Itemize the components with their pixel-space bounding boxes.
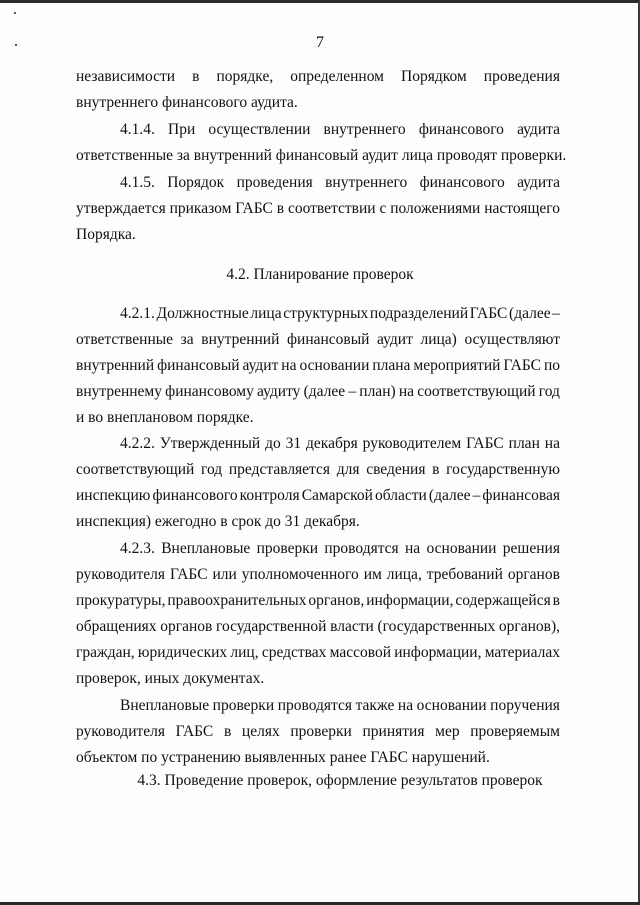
word: ГАБС: [235, 200, 273, 217]
word: ГАБС: [175, 723, 214, 740]
justified-line: [76, 562, 560, 588]
word: информации,: [366, 592, 454, 609]
word: руководителем: [362, 435, 462, 452]
word: правоохранительных: [167, 592, 307, 609]
justified-line: [76, 327, 560, 353]
word: проверки: [256, 540, 319, 557]
word: финансового: [418, 121, 504, 138]
word: финансовый: [157, 357, 240, 374]
word: (государственных: [377, 618, 496, 635]
word: контроля: [239, 487, 300, 504]
word: органов),: [498, 618, 560, 635]
word: При: [168, 121, 196, 138]
word: лица): [420, 331, 457, 348]
justified-line: [76, 640, 560, 666]
justified-line: [76, 483, 560, 509]
word: в: [192, 68, 200, 85]
word: также: [355, 697, 395, 714]
word: проводятся: [324, 540, 399, 557]
word: аудита: [517, 121, 560, 138]
word: на: [398, 383, 415, 400]
paragraph-last-line: внутреннего финансового аудита.: [76, 94, 298, 111]
word: план: [508, 435, 540, 452]
word: информации,: [394, 644, 482, 661]
word: соответствующий: [417, 383, 536, 400]
section-heading-4-2: 4.2. Планирование проверок: [226, 266, 414, 283]
word: проводятся: [277, 697, 353, 714]
paragraph-4-1-4: [76, 117, 567, 169]
word: до: [265, 435, 281, 452]
justified-line: [76, 719, 560, 745]
word: на: [281, 357, 297, 374]
word: структурных: [283, 305, 369, 322]
word: решения: [502, 540, 560, 557]
justified-line: [76, 379, 560, 405]
word: –: [472, 487, 481, 504]
word: области: [375, 487, 427, 504]
justified-line: [76, 588, 560, 614]
word: плана: [372, 357, 411, 374]
word: проверяемым: [470, 723, 560, 740]
word: принятия: [362, 723, 425, 740]
justified-line: [76, 431, 560, 457]
word: на: [544, 435, 560, 452]
word: утверждается: [76, 200, 166, 217]
paragraph-last-line: инспекция) ежегодно в срок до 31 декабря.: [76, 513, 360, 530]
paragraph-4-1-5: [76, 170, 560, 248]
word: аудит: [242, 357, 279, 374]
paragraph-last-line: проверок, иных документах.: [76, 670, 265, 687]
word: прокуратуры,: [76, 592, 166, 609]
paragraph-unscheduled-order: [76, 693, 560, 771]
word: поручения: [490, 697, 560, 714]
word: ГАБС: [466, 435, 504, 452]
word: декабря: [306, 435, 358, 452]
word: внутренний: [76, 357, 155, 374]
word: в: [276, 200, 285, 217]
paragraph-last-line: Порядка.: [76, 226, 136, 243]
word: положениями: [390, 200, 481, 217]
word: Внеплановые: [161, 540, 251, 557]
word: для: [336, 461, 360, 478]
justified-line: [76, 614, 560, 640]
word: ГАБС: [169, 566, 208, 583]
justified-line: [76, 353, 560, 379]
justified-line: [76, 536, 560, 562]
word: проверки: [290, 723, 352, 740]
word: год: [538, 383, 560, 400]
word: настоящего: [484, 200, 560, 217]
word: год: [201, 461, 223, 478]
paragraph-4-2-1: [76, 301, 560, 431]
word: финансового: [419, 174, 505, 191]
word: органов: [507, 566, 560, 583]
word: содержащейся: [455, 592, 551, 609]
paragraph-4-2-3: [76, 536, 560, 692]
word: проведения: [236, 174, 313, 191]
word: Порядок: [167, 174, 225, 191]
word: массовой: [329, 644, 391, 661]
word: на: [397, 697, 414, 714]
word: осуществляют: [464, 331, 560, 348]
word: лица,: [386, 566, 422, 583]
word: обращениях: [76, 618, 157, 635]
word: определенном: [290, 68, 384, 85]
word: органов,: [308, 592, 365, 609]
word: мероприятий: [413, 357, 501, 374]
word: основании: [426, 540, 497, 557]
word: независимости: [76, 68, 176, 85]
word: с: [379, 200, 387, 217]
word: –: [348, 383, 357, 400]
paragraph-last-line: и во внеплановом порядке.: [76, 409, 254, 426]
word: 4.2.2.: [120, 435, 155, 452]
justified-line: [76, 457, 560, 483]
word: целях: [241, 723, 280, 740]
word: органов: [160, 618, 213, 635]
paragraph-last-line: ответственные за внутренний финансовый аудит лица проводят проверки.: [76, 147, 567, 164]
word: на: [405, 540, 421, 557]
word: финансового: [152, 487, 238, 504]
word: граждан,: [76, 644, 135, 661]
word: подразделений: [369, 305, 469, 322]
word: –: [552, 305, 560, 322]
justified-line: [76, 117, 560, 143]
word: осуществлении: [208, 121, 311, 138]
word: финансовому: [165, 383, 254, 400]
word: государственной: [215, 618, 327, 635]
word: власти: [330, 618, 374, 635]
word: (далее: [509, 305, 551, 322]
word: внутреннему: [76, 383, 162, 400]
paragraph-4-2-2: [76, 431, 560, 535]
word: аудита: [517, 174, 560, 191]
word: сведения: [366, 461, 426, 478]
word: проведения: [483, 68, 560, 85]
word: требований: [426, 566, 503, 583]
word: соответствии: [287, 200, 376, 217]
word: Порядком: [401, 68, 467, 85]
word: план): [359, 383, 396, 400]
word: проверки: [212, 697, 275, 714]
scan-speck: [14, 12, 16, 14]
word: в: [552, 592, 560, 609]
word: приказом: [169, 200, 232, 217]
word: Должностные: [156, 305, 249, 322]
word: соответствующий: [76, 461, 195, 478]
scan-border-top: [0, 0, 640, 3]
word: за: [180, 331, 194, 348]
word: финансовая: [482, 487, 560, 504]
word: государственную: [446, 461, 560, 478]
word: мер: [435, 723, 460, 740]
word: уполномоченного: [241, 566, 359, 583]
word: ответственные: [76, 331, 174, 348]
word: основании: [299, 357, 370, 374]
page-number: 7: [316, 34, 324, 51]
word: лица: [250, 305, 282, 322]
word: Утвержденный: [159, 435, 261, 452]
word: финансовый: [286, 331, 370, 348]
word: им: [363, 566, 382, 583]
word: по: [543, 357, 560, 374]
word: аудит: [377, 331, 413, 348]
word: (далее: [303, 383, 346, 400]
word: 4.2.1.: [120, 305, 155, 322]
word: руководителя: [76, 723, 166, 740]
word: ГАБС: [469, 305, 508, 322]
word: основании: [416, 697, 487, 714]
justified-line: [76, 64, 560, 90]
word: внутреннего: [325, 174, 408, 191]
word: порядке,: [216, 68, 274, 85]
word: (далее: [428, 487, 471, 504]
word: 4.2.3.: [120, 540, 155, 557]
word: 4.1.5.: [120, 174, 155, 191]
word: лиц,: [230, 644, 259, 661]
word: Внеплановые: [120, 697, 210, 714]
section-heading-4-3: 4.3. Проведение проверок, оформление результатов проверок: [137, 772, 543, 789]
word: средствах: [261, 644, 327, 661]
word: материалах: [484, 644, 560, 661]
word: юридических: [137, 644, 228, 661]
word: инспекцию: [76, 487, 151, 504]
word: аудиту: [257, 383, 301, 400]
paragraph-last-line: объектом по устранению выявленных ранее ГАБС нарушений.: [76, 749, 490, 766]
word: в: [223, 723, 232, 740]
justified-line: [76, 170, 560, 196]
word: 4.1.4.: [120, 121, 155, 138]
word: внутренний: [201, 331, 280, 348]
word: руководителя: [76, 566, 166, 583]
justified-line: [76, 693, 560, 719]
word: в: [432, 461, 440, 478]
word: Самарской: [301, 487, 373, 504]
word: или: [212, 566, 237, 583]
word: внутреннего: [323, 121, 406, 138]
paragraph-continuation: [76, 64, 560, 116]
word: ГАБС: [503, 357, 541, 374]
justified-line: [76, 301, 560, 327]
word: представляется: [228, 461, 331, 478]
justified-line: [76, 196, 560, 222]
word: 31: [285, 435, 302, 452]
